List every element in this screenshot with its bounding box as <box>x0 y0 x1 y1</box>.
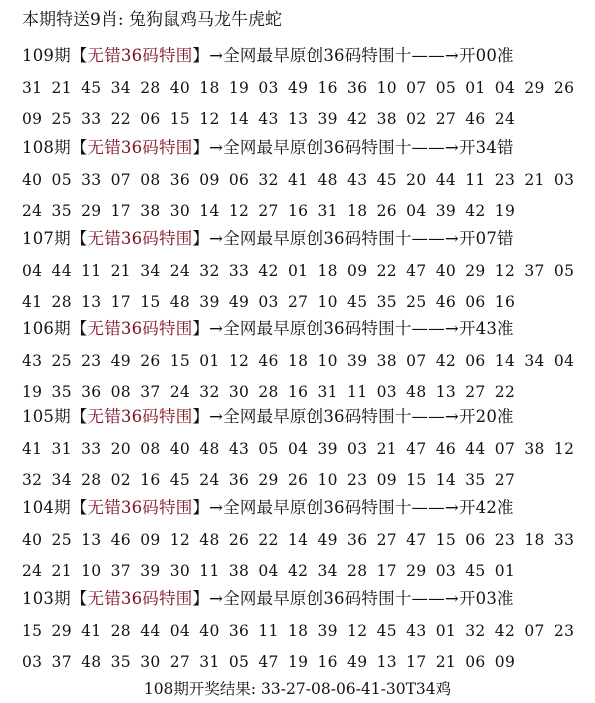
draw-result-footer: 108期开奖结果: 33-27-08-06-41-30T34鸡 <box>143 680 452 698</box>
number-row-1: 31 21 45 34 28 40 18 19 03 49 16 36 10 07 05 01 04 29 26 <box>22 79 575 97</box>
period-result: 42准 <box>475 498 514 517</box>
tag-open-bracket: 【 <box>70 589 88 608</box>
tag-close-bracket: 】 <box>192 229 210 248</box>
number-row-1: 15 29 41 28 44 04 40 36 11 18 39 12 45 43 01 32 42 07 23 <box>22 622 575 640</box>
period-heading <box>22 321 514 338</box>
tag-close-bracket: 】 <box>192 589 210 608</box>
period-label: 106期 <box>22 319 71 338</box>
tag-close-bracket: 】 <box>192 138 210 157</box>
tag-close-bracket: 】 <box>192 319 210 338</box>
tag-open-bracket: 【 <box>70 498 88 517</box>
period-heading <box>22 231 514 248</box>
number-row-2: 19 35 36 08 37 24 32 30 28 16 31 11 03 48 13 27 22 <box>22 383 516 401</box>
period-result: 34错 <box>475 138 514 157</box>
period-result: 07错 <box>475 229 514 248</box>
period-heading <box>22 500 514 517</box>
number-row-1: 43 25 23 49 26 15 01 12 46 18 10 39 38 07 42 06 14 34 04 <box>22 352 575 370</box>
prediction-description: →全网最早原创36码特围十——→开 <box>209 138 476 157</box>
prediction-description: →全网最早原创36码特围十——→开 <box>209 319 476 338</box>
number-row-2: 24 35 29 17 38 30 14 12 27 16 31 18 26 04 39 42 19 <box>22 202 516 220</box>
prediction-description: →全网最早原创36码特围十——→开 <box>209 46 476 65</box>
period-heading <box>22 409 514 426</box>
number-row-2: 09 25 33 22 06 15 12 14 43 13 39 42 38 02 27 46 24 <box>22 110 516 128</box>
prediction-description: →全网最早原创36码特围十——→开 <box>209 229 476 248</box>
period-label: 104期 <box>22 498 71 517</box>
period-label: 105期 <box>22 407 71 426</box>
number-row-2: 32 34 28 02 16 45 24 36 29 26 10 23 09 15 14 35 27 <box>22 471 516 489</box>
period-label: 103期 <box>22 589 71 608</box>
guarantee-tag: 无错36码特围 <box>87 138 193 157</box>
period-label: 109期 <box>22 46 71 65</box>
guarantee-tag: 无错36码特围 <box>87 319 193 338</box>
period-heading <box>22 591 514 608</box>
period-heading <box>22 140 514 157</box>
guarantee-tag: 无错36码特围 <box>87 46 193 65</box>
guarantee-tag: 无错36码特围 <box>87 407 193 426</box>
period-result: 00准 <box>475 46 514 65</box>
period-result: 20准 <box>475 407 514 426</box>
number-row-2: 24 21 10 37 39 30 11 38 04 42 34 28 17 29 03 45 01 <box>22 562 516 580</box>
period-label: 107期 <box>22 229 71 248</box>
number-row-2: 41 28 13 17 15 48 39 49 03 27 10 45 35 25 46 06 16 <box>22 293 516 311</box>
guarantee-tag: 无错36码特围 <box>87 498 193 517</box>
prediction-description: →全网最早原创36码特围十——→开 <box>209 407 476 426</box>
number-row-1: 40 05 33 07 08 36 09 06 32 41 48 43 45 20 44 11 23 21 03 <box>22 171 575 189</box>
tag-open-bracket: 【 <box>70 229 88 248</box>
tag-open-bracket: 【 <box>70 407 88 426</box>
tag-open-bracket: 【 <box>70 46 88 65</box>
period-heading <box>22 48 514 65</box>
tag-open-bracket: 【 <box>70 138 88 157</box>
prediction-description: →全网最早原创36码特围十——→开 <box>209 498 476 517</box>
special-zodiac-header: 本期特送9肖: 兔狗鼠鸡马龙牛虎蛇 <box>22 10 282 30</box>
tag-close-bracket: 】 <box>192 407 210 426</box>
guarantee-tag: 无错36码特围 <box>87 229 193 248</box>
number-row-1: 40 25 13 46 09 12 48 26 22 14 49 36 27 47 15 06 23 18 33 <box>22 531 575 549</box>
number-row-1: 04 44 11 21 34 24 32 33 42 01 18 09 22 47 40 29 12 37 05 <box>22 262 575 280</box>
number-row-2: 03 37 48 35 30 27 31 05 47 19 16 49 13 17 21 06 09 <box>22 653 516 671</box>
tag-close-bracket: 】 <box>192 498 210 517</box>
period-result: 03准 <box>475 589 514 608</box>
prediction-description: →全网最早原创36码特围十——→开 <box>209 589 476 608</box>
number-row-1: 41 31 33 20 08 40 48 43 05 04 39 03 21 47 46 44 07 38 12 <box>22 440 575 458</box>
guarantee-tag: 无错36码特围 <box>87 589 193 608</box>
period-label: 108期 <box>22 138 71 157</box>
tag-close-bracket: 】 <box>192 46 210 65</box>
tag-open-bracket: 【 <box>70 319 88 338</box>
period-result: 43准 <box>475 319 514 338</box>
